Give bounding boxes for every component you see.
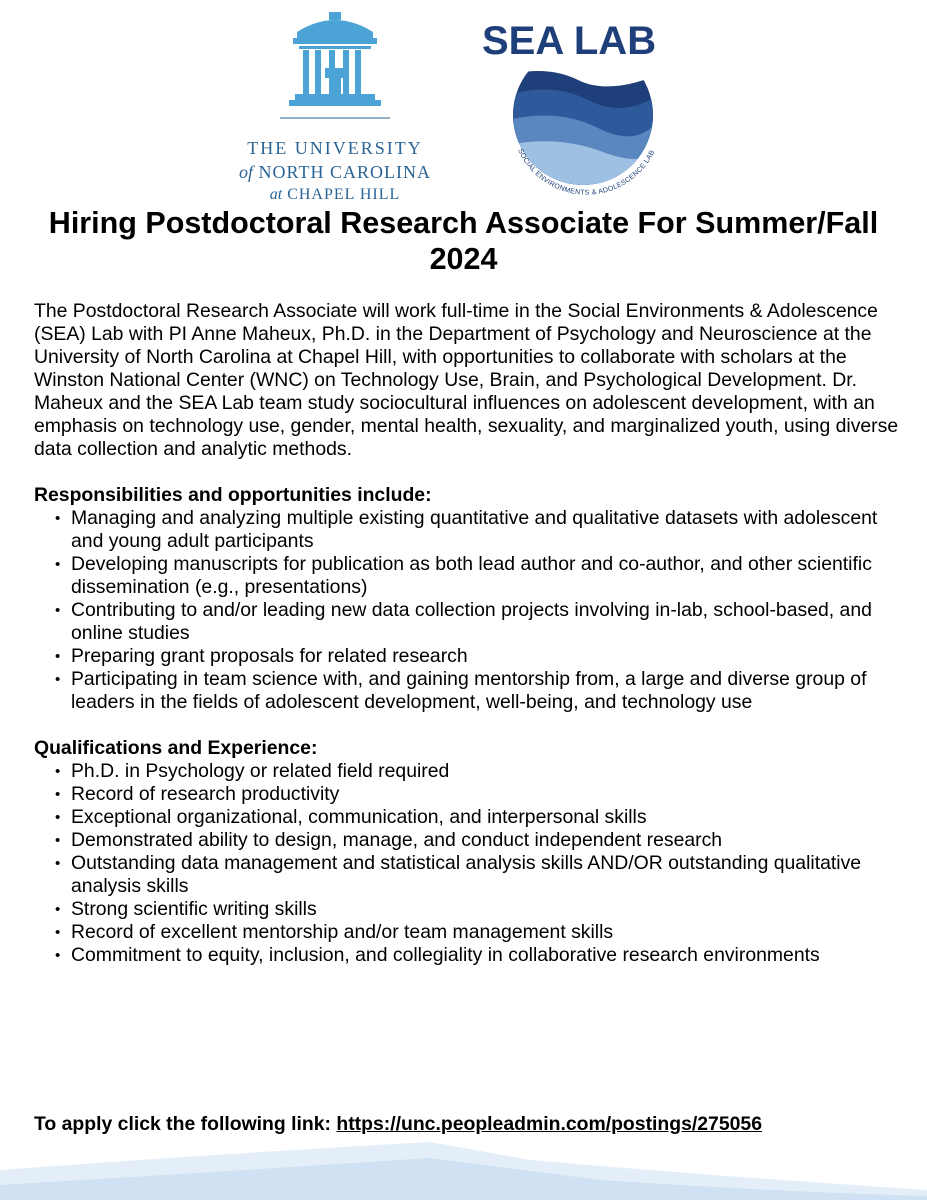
qualifications-heading: Qualifications and Experience: bbox=[34, 737, 318, 759]
sea-lab-wordmark: SEA LAB bbox=[482, 20, 657, 63]
list-item: • Preparing grant proposals for related research bbox=[55, 645, 468, 667]
bullet-icon: • bbox=[55, 901, 61, 918]
unc-wordmark-line3: at CHAPEL HILL bbox=[269, 186, 401, 203]
bullet-icon: • bbox=[55, 924, 61, 941]
bullet-icon: • bbox=[55, 786, 61, 803]
bullet-icon: • bbox=[55, 671, 61, 688]
unc-logo bbox=[225, 10, 445, 203]
list-item: • Exceptional organizational, communication, and interpersonal skills bbox=[55, 806, 647, 828]
unc-wordmark-line2: of NORTH CAROLINA bbox=[239, 162, 431, 182]
bullet-icon: • bbox=[55, 855, 61, 872]
responsibilities-heading: Responsibilities and opportunities include: bbox=[34, 484, 432, 506]
bullet-icon: • bbox=[55, 763, 61, 780]
old-well-icon bbox=[225, 10, 445, 135]
sea-lab-tagline: SOCIAL ENVIRONMENTS & ADOLESCENCE LAB bbox=[516, 147, 657, 197]
posting-body bbox=[34, 300, 909, 967]
header-logos bbox=[0, 0, 927, 203]
bullet-icon: • bbox=[55, 809, 61, 826]
footer-wave-decoration bbox=[0, 1130, 927, 1200]
list-item: • Record of research productivity bbox=[55, 783, 340, 805]
list-item: • Strong scientific writing skills bbox=[55, 898, 317, 920]
responsibilities-list bbox=[34, 507, 909, 714]
unc-wordmark-line1: THE UNIVERSITY bbox=[247, 138, 423, 158]
sea-lab-waves-icon bbox=[478, 20, 683, 200]
apply-label: To apply click the following link: bbox=[34, 1113, 337, 1135]
qualifications-list bbox=[34, 760, 909, 967]
list-item: • Managing and analyzing multiple existing quantitative and qualitative datasets with adolescent and young adult participants bbox=[55, 507, 878, 552]
bullet-icon: • bbox=[55, 832, 61, 849]
list-item: • Commitment to equity, inclusion, and collegiality in collaborative research environments bbox=[55, 944, 820, 966]
bullet-icon: • bbox=[55, 510, 61, 527]
list-item: • Participating in team science with, and gaining mentorship from, a large and diverse group of leaders in the fields of adolescent development, well-being, and technology use bbox=[55, 668, 867, 713]
bullet-icon: • bbox=[55, 556, 61, 573]
bullet-icon: • bbox=[55, 648, 61, 665]
apply-link[interactable]: https://unc.peopleadmin.com/postings/275056 bbox=[336, 1113, 762, 1135]
list-item: • Demonstrated ability to design, manage, and conduct independent research bbox=[55, 829, 723, 851]
bullet-icon: • bbox=[55, 947, 61, 964]
list-item: • Developing manuscripts for publication as both lead author and co-author, and other scientific dissemination (e.g., presentations) bbox=[55, 553, 872, 598]
sea-lab-logo bbox=[478, 20, 683, 200]
list-item: • Contributing to and/or leading new data collection projects involving in-lab, school-based, and online studies bbox=[55, 599, 872, 644]
list-item: • Ph.D. in Psychology or related field required bbox=[55, 760, 450, 782]
intro-paragraph: The Postdoctoral Research Associate will work full-time in the Social Environments & Adolescence (SEA) Lab with PI Anne Maheux, Ph.D. in the Department of Psychology and Neuroscience at the University of North Carolina at Chapel Hill, with opportunities to collaborate with scholars at the Winston National Center (WNC) on Technology Use, Brain, and Psychological Development. Dr. Maheux and the SEA Lab team study sociocultural influences on adolescent development, with an emphasis on technology use, gender, mental health, sexuality, and marginalized youth, using diverse data collection and analytic methods. bbox=[34, 300, 899, 460]
list-item: • Record of excellent mentorship and/or team management skills bbox=[55, 921, 614, 943]
list-item: • Outstanding data management and statistical analysis skills AND/OR outstanding qualitative analysis skills bbox=[55, 852, 862, 897]
bullet-icon: • bbox=[55, 602, 61, 619]
page-title: Hiring Postdoctoral Research Associate For Summer/Fall 2024 bbox=[48, 206, 879, 276]
